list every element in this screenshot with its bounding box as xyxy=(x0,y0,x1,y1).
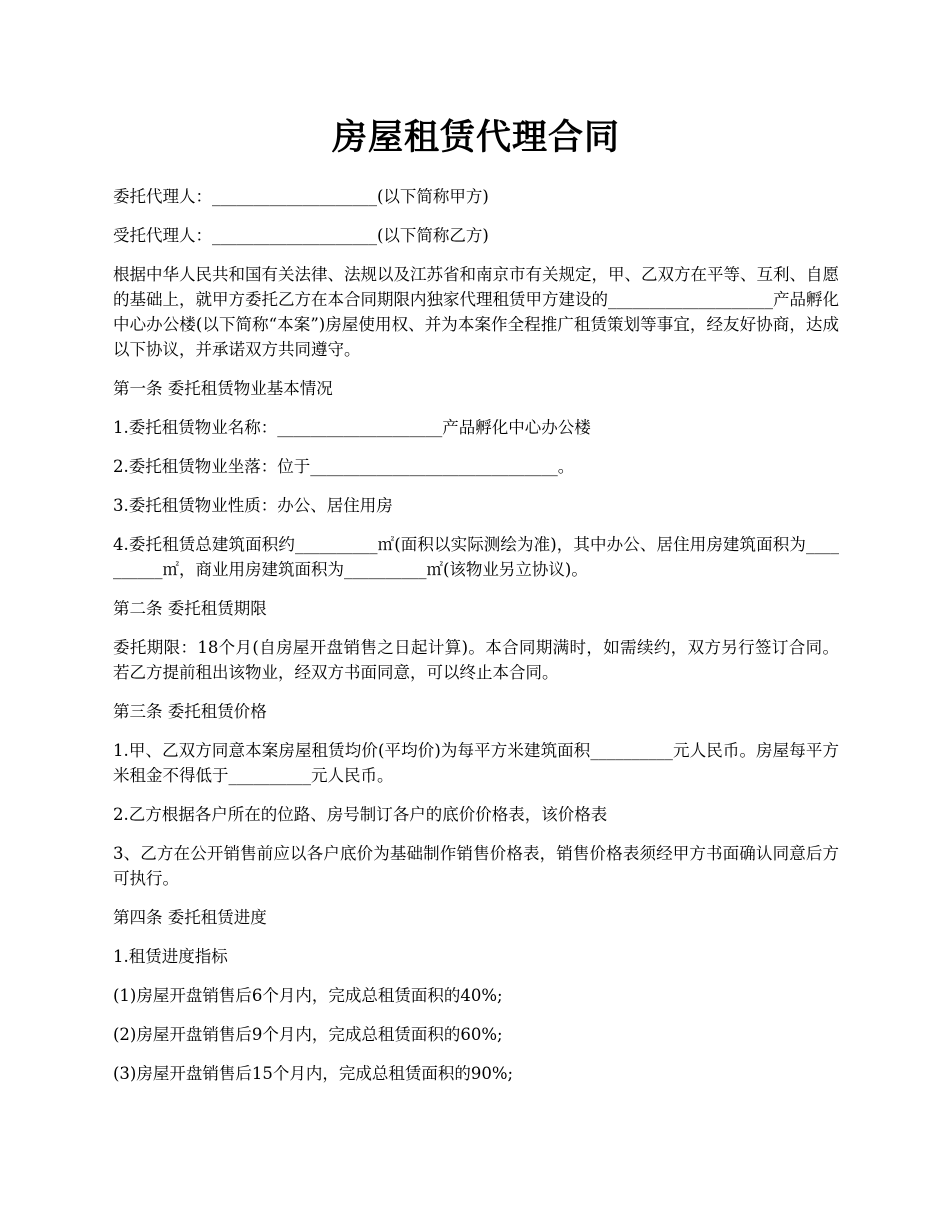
progress-target-3: (3)房屋开盘销售后15个月内，完成总租赁面积的90%; xyxy=(113,1064,514,1083)
article-2-body: 委托期限：18个月(自房屋开盘销售之日起计算)。本合同期满时，如需续约，双方另行签订合同。若乙方提前租出该物业，经双方书面同意，可以终止本合同。 xyxy=(113,638,839,682)
article-3-item-2: 2.乙方根据各户所在的位路、房号制订各户的底价价格表，该价格表 xyxy=(113,805,608,824)
article-3-item-1: 1.甲、乙双方同意本案房屋租赁均价(平均价)为每平方米建筑面积__________元人民币。房屋每平方米租金不得低于__________元人民币。 xyxy=(113,741,839,785)
progress-target-2: (2)房屋开盘销售后9个月内，完成总租赁面积的60%; xyxy=(113,1025,503,1044)
article-4-item-1: 1.租赁进度指标 xyxy=(113,947,228,966)
article-2-heading: 第二条 委托租赁期限 xyxy=(113,599,267,618)
principal-line: 委托代理人：____________________(以下简称甲方) xyxy=(113,187,489,206)
progress-target-1: (1)房屋开盘销售后6个月内，完成总租赁面积的40%; xyxy=(113,986,503,1005)
article-3-item-3: 3、乙方在公开销售前应以各户底价为基础制作销售价格表，销售价格表须经甲方书面确认同意后方可执行。 xyxy=(113,844,839,888)
agent-line: 受托代理人：____________________(以下简称乙方) xyxy=(113,226,489,245)
preamble-paragraph: 根据中华人民共和国有关法律、法规以及江苏省和南京市有关规定，甲、乙双方在平等、互利、自愿的基础上，就甲方委托乙方在本合同期限内独家代理租赁甲方建设的____________________产品孵化中心办公楼(以下简称“本案”)房屋使用权、并为本案作全程推广租赁策划等事宜，经友好协商，达成以下协议，并承诺双方共同遵守。 xyxy=(113,265,839,359)
article-1-item-2: 2.委托租赁物业坐落：位于______________________________。 xyxy=(113,457,575,476)
document-body xyxy=(113,112,839,1100)
article-1-item-1: 1.委托租赁物业名称：____________________产品孵化中心办公楼 xyxy=(113,418,591,437)
article-4-heading: 第四条 委托租赁进度 xyxy=(113,908,267,927)
article-1-heading: 第一条 委托租赁物业基本情况 xyxy=(113,379,333,398)
document-title: 房屋租赁代理合同 xyxy=(331,117,620,158)
article-3-heading: 第三条 委托租赁价格 xyxy=(113,702,267,721)
article-1-item-4: 4.委托租赁总建筑面积约__________㎡(面积以实际测绘为准)，其中办公、居住用房建筑面积为__________㎡，商业用房建筑面积为__________㎡(该物业另立协议)。 xyxy=(113,535,839,579)
article-1-item-3: 3.委托租赁物业性质：办公、居住用房 xyxy=(113,496,393,515)
